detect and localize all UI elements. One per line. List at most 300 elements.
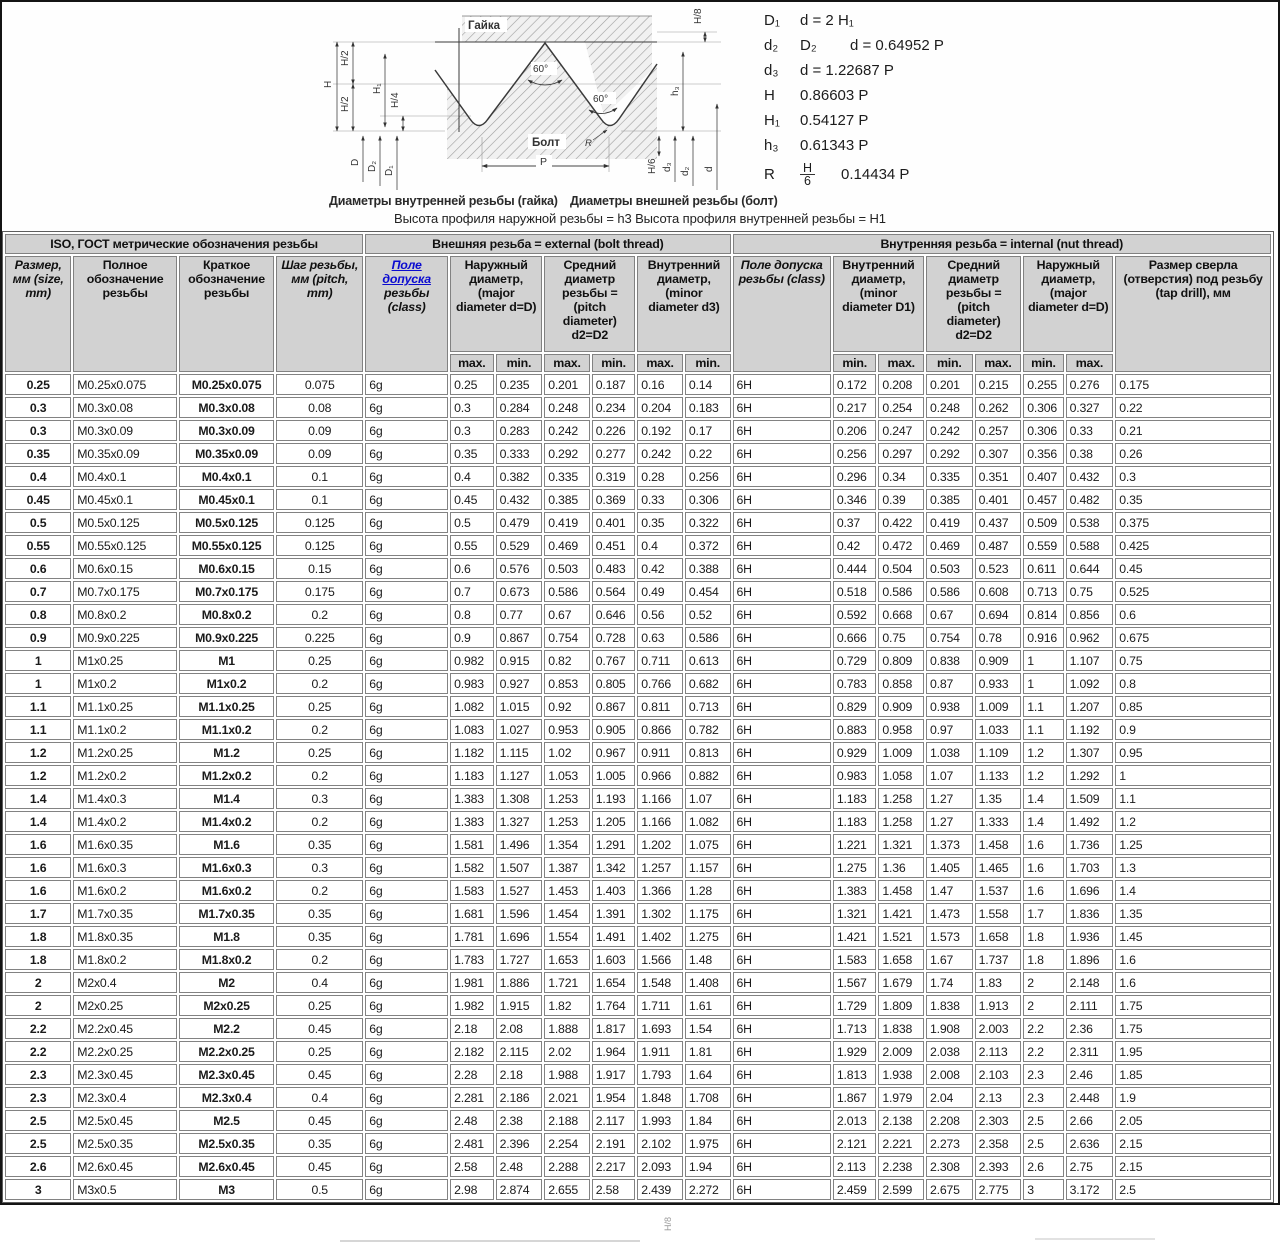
cell-ext-major-max: 2.28 (450, 1064, 494, 1085)
cell-full-designation: M2.5x0.35 (73, 1133, 177, 1154)
cell-int-pitch-max: 0.307 (975, 443, 1022, 464)
cell-ext-major-min: 0.915 (496, 650, 543, 671)
cell-size: 2.3 (5, 1087, 71, 1108)
cell-int-pitch-min: 0.87 (926, 673, 973, 694)
cell-full-designation: M0.3x0.09 (73, 420, 177, 441)
cell-int-pitch-max: 1.465 (975, 857, 1022, 878)
cell-short-designation: M1.1x0.2 (179, 719, 274, 740)
cell-int-major-max: 1.936 (1066, 926, 1114, 947)
cell-ext-class: 6g (365, 1018, 448, 1039)
cell-int-class: 6H (733, 604, 831, 625)
cell-int-class: 6H (733, 489, 831, 510)
cell-ext-major-min: 1.886 (496, 972, 543, 993)
cell-short-designation: M1.7x0.35 (179, 903, 274, 924)
cell-int-pitch-min: 1.27 (926, 811, 973, 832)
cell-int-class: 6H (733, 857, 831, 878)
fraction-H-over-6: $\frac{H}{6}$ (800, 162, 815, 187)
cell-int-class: 6H (733, 926, 831, 947)
dim-D: D (350, 158, 361, 166)
thread-dimensions-table (2, 231, 1274, 1203)
cell-pitch: 0.09 (276, 443, 363, 464)
cell-ext-minor-min: 0.882 (685, 765, 731, 786)
formula-row (764, 133, 1054, 158)
cell-size: 1.6 (5, 880, 71, 901)
table-row (5, 604, 1271, 625)
cell-ext-major-min: 0.382 (496, 466, 543, 487)
cell-ext-major-min: 2.186 (496, 1087, 543, 1108)
cell-int-minor-max: 2.221 (878, 1133, 924, 1154)
cell-full-designation: M0.4x0.1 (73, 466, 177, 487)
cell-pitch: 0.25 (276, 650, 363, 671)
cell-ext-pitch-max: 0.385 (544, 489, 590, 510)
cell-int-major-min: 3 (1023, 1179, 1063, 1200)
cell-int-pitch-max: 1.033 (975, 719, 1022, 740)
cell-tap-drill: 1.3 (1115, 857, 1271, 878)
cell-int-pitch-max: 1.35 (975, 788, 1022, 809)
label-nut: Гайка (468, 20, 500, 32)
formula-row (764, 33, 1054, 58)
cell-size: 1.8 (5, 926, 71, 947)
cell-int-minor-min: 0.37 (833, 512, 877, 533)
cell-int-pitch-max: 1.109 (975, 742, 1022, 763)
cell-ext-major-max: 0.3 (450, 420, 494, 441)
cell-short-designation: M0.3x0.08 (179, 397, 274, 418)
subheader-max-min: max. (975, 354, 1022, 372)
cell-int-pitch-max: 1.458 (975, 834, 1022, 855)
cell-int-minor-max: 2.238 (878, 1156, 924, 1177)
cell-int-pitch-max: 0.78 (975, 627, 1022, 648)
cell-ext-major-max: 1.583 (450, 880, 494, 901)
cell-full-designation: M2.5x0.45 (73, 1110, 177, 1131)
cell-ext-minor-max: 1.302 (637, 903, 683, 924)
table-row (5, 926, 1271, 947)
cell-full-designation: M1.6x0.3 (73, 857, 177, 878)
cell-pitch: 0.2 (276, 765, 363, 786)
cell-int-pitch-max: 0.608 (975, 581, 1022, 602)
thread-profile-diagram (285, 4, 735, 219)
cell-int-pitch-min: 2.008 (926, 1064, 973, 1085)
cell-ext-pitch-max: 0.419 (544, 512, 590, 533)
cell-int-pitch-min: 0.586 (926, 581, 973, 602)
cell-ext-pitch-max: 0.248 (544, 397, 590, 418)
cell-ext-class: 6g (365, 1110, 448, 1131)
cell-int-class: 6H (733, 1179, 831, 1200)
cell-tap-drill: 1.1 (1115, 788, 1271, 809)
cell-int-major-max: 0.644 (1066, 558, 1114, 579)
cell-ext-minor-max: 0.711 (637, 650, 683, 671)
cell-short-designation: M0.7x0.175 (179, 581, 274, 602)
cell-ext-pitch-min: 1.005 (592, 765, 636, 786)
cell-int-minor-max: 1.809 (878, 995, 924, 1016)
cell-int-pitch-max: 1.333 (975, 811, 1022, 832)
cell-ext-class: 6g (365, 1041, 448, 1062)
cell-size: 2.2 (5, 1018, 71, 1039)
cell-int-minor-min: 2.121 (833, 1133, 877, 1154)
cell-int-major-max: 0.327 (1066, 397, 1114, 418)
cell-ext-minor-max: 0.242 (637, 443, 683, 464)
cell-ext-minor-min: 1.075 (685, 834, 731, 855)
angle-60-top: 60° (533, 64, 549, 75)
cell-ext-pitch-min: 0.226 (592, 420, 636, 441)
cell-ext-minor-max: 1.257 (637, 857, 683, 878)
cell-int-pitch-min: 0.938 (926, 696, 973, 717)
dim-h3: h₃ (670, 86, 681, 96)
cell-ext-class: 6g (365, 742, 448, 763)
cell-ext-pitch-max: 0.853 (544, 673, 590, 694)
cell-size: 0.3 (5, 420, 71, 441)
table-row (5, 535, 1271, 556)
cell-ext-pitch-max: 1.253 (544, 788, 590, 809)
table-row (5, 1018, 1271, 1039)
cell-ext-pitch-max: 2.655 (544, 1179, 590, 1200)
cell-size: 1.1 (5, 696, 71, 717)
cell-ext-pitch-min: 2.58 (592, 1179, 636, 1200)
cell-int-pitch-max: 1.558 (975, 903, 1022, 924)
cell-int-minor-min: 2.113 (833, 1156, 877, 1177)
formula-value: 0.14434 P (841, 166, 910, 183)
cell-short-designation: M0.35x0.09 (179, 443, 274, 464)
cell-size: 1.4 (5, 811, 71, 832)
table-row (5, 466, 1271, 487)
cell-ext-minor-min: 0.52 (685, 604, 731, 625)
cell-int-minor-min: 0.592 (833, 604, 877, 625)
cell-ext-minor-max: 1.793 (637, 1064, 683, 1085)
cell-tap-drill: 1.2 (1115, 811, 1271, 832)
cell-int-minor-min: 0.883 (833, 719, 877, 740)
cell-int-class: 6H (733, 466, 831, 487)
cell-size: 0.55 (5, 535, 71, 556)
table-row (5, 719, 1271, 740)
cell-pitch: 0.175 (276, 581, 363, 602)
cell-int-class: 6H (733, 972, 831, 993)
cut-off-formula-fragment (1035, 1238, 1155, 1240)
cell-short-designation: M0.9x0.225 (179, 627, 274, 648)
cell-ext-pitch-max: 0.754 (544, 627, 590, 648)
cell-int-pitch-min: 1.838 (926, 995, 973, 1016)
radius-label: R (585, 138, 592, 149)
cell-ext-pitch-min: 1.342 (592, 857, 636, 878)
cell-int-pitch-max: 0.487 (975, 535, 1022, 556)
cell-full-designation: M1.6x0.2 (73, 880, 177, 901)
cell-ext-class: 6g (365, 558, 448, 579)
cell-int-pitch-max: 2.103 (975, 1064, 1022, 1085)
cell-ext-class: 6g (365, 1179, 448, 1200)
cell-tap-drill: 0.85 (1115, 696, 1271, 717)
cell-ext-major-max: 0.5 (450, 512, 494, 533)
cell-pitch: 0.2 (276, 604, 363, 625)
cell-size: 2.5 (5, 1110, 71, 1131)
cell-ext-minor-min: 1.975 (685, 1133, 731, 1154)
cell-int-major-min: 2.5 (1023, 1133, 1063, 1154)
cell-int-major-max: 1.703 (1066, 857, 1114, 878)
cell-int-pitch-min: 0.97 (926, 719, 973, 740)
cell-tap-drill: 1.4 (1115, 880, 1271, 901)
cell-int-minor-max: 0.254 (878, 397, 924, 418)
cell-int-major-min: 1.1 (1023, 719, 1063, 740)
cell-short-designation: M1.8x0.2 (179, 949, 274, 970)
thread-table-body (5, 374, 1271, 1200)
col-header-ext-pitch-diameter: Средний диаметр резьбы = (pitch diameter) d2=D2 (544, 256, 635, 352)
subheader-max-min: max. (544, 354, 590, 372)
cell-int-class: 6H (733, 1110, 831, 1131)
cell-full-designation: M0.3x0.08 (73, 397, 177, 418)
cell-int-class: 6H (733, 1133, 831, 1154)
cell-full-designation: M1.6x0.35 (73, 834, 177, 855)
cell-short-designation: M1.4 (179, 788, 274, 809)
cell-short-designation: M0.45x0.1 (179, 489, 274, 510)
cell-pitch: 0.09 (276, 420, 363, 441)
cell-int-major-min: 0.559 (1023, 535, 1063, 556)
cell-int-major-max: 1.307 (1066, 742, 1114, 763)
cell-ext-major-max: 1.783 (450, 949, 494, 970)
cell-pitch: 0.25 (276, 1041, 363, 1062)
cell-int-pitch-max: 0.257 (975, 420, 1022, 441)
cell-int-minor-max: 2.599 (878, 1179, 924, 1200)
cell-int-pitch-min: 1.47 (926, 880, 973, 901)
cell-int-major-min: 0.255 (1023, 374, 1063, 395)
cell-ext-pitch-min: 1.654 (592, 972, 636, 993)
cell-int-pitch-min: 0.242 (926, 420, 973, 441)
tolerance-class-link[interactable]: Поле допуска (382, 258, 431, 286)
cell-int-minor-min: 2.459 (833, 1179, 877, 1200)
cell-int-pitch-min: 0.335 (926, 466, 973, 487)
cell-tap-drill: 2.15 (1115, 1133, 1271, 1154)
cell-int-major-max: 0.38 (1066, 443, 1114, 464)
cell-ext-major-min: 1.496 (496, 834, 543, 855)
cell-int-major-max: 2.148 (1066, 972, 1114, 993)
cell-pitch: 0.075 (276, 374, 363, 395)
cut-off-h8-label: H/8 (663, 1216, 673, 1231)
cell-ext-minor-min: 0.388 (685, 558, 731, 579)
cell-int-pitch-min: 1.908 (926, 1018, 973, 1039)
cell-short-designation: M2x0.25 (179, 995, 274, 1016)
formula-value: 0.54127 P (800, 112, 869, 129)
cell-ext-major-min: 1.507 (496, 857, 543, 878)
cell-ext-pitch-min: 1.403 (592, 880, 636, 901)
cell-int-major-max: 0.33 (1066, 420, 1114, 441)
cell-int-class: 6H (733, 558, 831, 579)
cell-ext-pitch-min: 0.646 (592, 604, 636, 625)
cell-ext-pitch-max: 0.92 (544, 696, 590, 717)
formula-symbol: H (764, 87, 775, 104)
section-header-internal: Внутренняя резьба = internal (nut thread) (733, 234, 1272, 254)
cell-size: 0.45 (5, 489, 71, 510)
table-row (5, 972, 1271, 993)
cell-ext-minor-min: 1.84 (685, 1110, 731, 1131)
cell-ext-major-min: 0.283 (496, 420, 543, 441)
cell-full-designation: M0.6x0.15 (73, 558, 177, 579)
cell-ext-major-min: 2.38 (496, 1110, 543, 1131)
cell-int-minor-min: 1.275 (833, 857, 877, 878)
cell-full-designation: M2x0.25 (73, 995, 177, 1016)
cell-ext-minor-max: 0.63 (637, 627, 683, 648)
cell-int-pitch-max: 1.658 (975, 926, 1022, 947)
cell-int-major-min: 0.611 (1023, 558, 1063, 579)
cell-ext-minor-max: 0.4 (637, 535, 683, 556)
cell-ext-minor-min: 0.14 (685, 374, 731, 395)
cell-short-designation: M2.3x0.45 (179, 1064, 274, 1085)
cell-int-class: 6H (733, 374, 831, 395)
cell-int-major-max: 1.509 (1066, 788, 1114, 809)
cell-ext-class: 6g (365, 788, 448, 809)
cell-ext-major-min: 0.529 (496, 535, 543, 556)
cell-ext-major-min: 1.127 (496, 765, 543, 786)
cell-int-class: 6H (733, 535, 831, 556)
cell-int-minor-max: 1.421 (878, 903, 924, 924)
cell-pitch: 0.45 (276, 1018, 363, 1039)
cell-full-designation: M1.2x0.2 (73, 765, 177, 786)
cell-ext-pitch-min: 1.603 (592, 949, 636, 970)
cell-ext-minor-max: 1.166 (637, 788, 683, 809)
cell-ext-major-max: 2.98 (450, 1179, 494, 1200)
dim-H6: H/6 (647, 158, 658, 174)
cell-ext-major-max: 0.9 (450, 627, 494, 648)
cell-ext-pitch-max: 0.469 (544, 535, 590, 556)
cell-full-designation: M2.6x0.45 (73, 1156, 177, 1177)
cell-ext-class: 6g (365, 489, 448, 510)
table-row (5, 512, 1271, 533)
cell-ext-pitch-max: 0.953 (544, 719, 590, 740)
cell-ext-minor-max: 0.866 (637, 719, 683, 740)
cell-ext-major-min: 0.235 (496, 374, 543, 395)
cell-int-class: 6H (733, 696, 831, 717)
cell-size: 1.2 (5, 742, 71, 763)
table-row (5, 1041, 1271, 1062)
cell-int-pitch-min: 0.503 (926, 558, 973, 579)
cell-int-minor-min: 0.829 (833, 696, 877, 717)
cell-ext-major-max: 2.58 (450, 1156, 494, 1177)
formula-row (764, 8, 1054, 33)
cell-pitch: 0.45 (276, 1110, 363, 1131)
cell-int-class: 6H (733, 903, 831, 924)
cell-int-class: 6H (733, 673, 831, 694)
cell-full-designation: M2.3x0.4 (73, 1087, 177, 1108)
cell-int-minor-max: 1.679 (878, 972, 924, 993)
cell-ext-major-max: 0.55 (450, 535, 494, 556)
table-row (5, 903, 1271, 924)
col-header-external-class (365, 256, 448, 372)
cell-ext-minor-min: 0.713 (685, 696, 731, 717)
cell-ext-minor-max: 1.402 (637, 926, 683, 947)
cell-ext-pitch-min: 0.867 (592, 696, 636, 717)
cell-ext-major-min: 0.867 (496, 627, 543, 648)
cell-int-minor-min: 0.256 (833, 443, 877, 464)
cell-size: 0.5 (5, 512, 71, 533)
cell-ext-class: 6g (365, 466, 448, 487)
cell-ext-pitch-max: 0.292 (544, 443, 590, 464)
cell-int-major-min: 1.2 (1023, 765, 1063, 786)
cell-short-designation: M0.6x0.15 (179, 558, 274, 579)
cell-ext-pitch-min: 0.805 (592, 673, 636, 694)
cell-size: 1.7 (5, 903, 71, 924)
table-row (5, 627, 1271, 648)
subheader-max-min: min. (685, 354, 731, 372)
cell-pitch: 0.5 (276, 1179, 363, 1200)
cell-full-designation: M2.3x0.45 (73, 1064, 177, 1085)
table-row (5, 857, 1271, 878)
cell-ext-pitch-min: 0.728 (592, 627, 636, 648)
cell-ext-minor-max: 0.204 (637, 397, 683, 418)
cell-ext-pitch-max: 1.053 (544, 765, 590, 786)
cell-ext-class: 6g (365, 765, 448, 786)
cell-ext-pitch-max: 0.335 (544, 466, 590, 487)
formula-value: d = 2 H₁ (800, 12, 854, 29)
cell-ext-major-min: 0.333 (496, 443, 543, 464)
cell-ext-minor-min: 1.48 (685, 949, 731, 970)
cell-short-designation: M1.2x0.2 (179, 765, 274, 786)
subheader-max-min: min. (926, 354, 973, 372)
cell-ext-pitch-max: 0.201 (544, 374, 590, 395)
cell-tap-drill: 2.5 (1115, 1179, 1271, 1200)
cell-int-minor-min: 0.666 (833, 627, 877, 648)
cell-int-major-max: 2.636 (1066, 1133, 1114, 1154)
table-row (5, 880, 1271, 901)
cell-ext-pitch-min: 0.905 (592, 719, 636, 740)
cell-ext-pitch-min: 2.217 (592, 1156, 636, 1177)
dim-H: H (323, 80, 334, 88)
cell-int-major-min: 0.306 (1023, 397, 1063, 418)
cell-short-designation: M3 (179, 1179, 274, 1200)
cell-ext-major-max: 1.581 (450, 834, 494, 855)
cell-ext-pitch-max: 1.454 (544, 903, 590, 924)
cell-ext-class: 6g (365, 903, 448, 924)
formula-value: 0.86603 P (800, 87, 869, 104)
cell-size: 1.4 (5, 788, 71, 809)
subheader-max-min: max. (450, 354, 494, 372)
dim-D1: D₁ (384, 165, 395, 176)
cell-ext-major-max: 1.383 (450, 811, 494, 832)
cell-size: 0.25 (5, 374, 71, 395)
cell-full-designation: M1.7x0.35 (73, 903, 177, 924)
cell-ext-pitch-min: 0.401 (592, 512, 636, 533)
cell-size: 2 (5, 972, 71, 993)
cell-int-pitch-max: 1.133 (975, 765, 1022, 786)
cell-int-pitch-min: 1.67 (926, 949, 973, 970)
cell-int-pitch-max: 0.401 (975, 489, 1022, 510)
cell-int-major-max: 1.207 (1066, 696, 1114, 717)
cell-short-designation: M1.1x0.25 (179, 696, 274, 717)
cell-pitch: 0.2 (276, 719, 363, 740)
table-row (5, 949, 1271, 970)
cell-int-minor-max: 1.258 (878, 788, 924, 809)
cell-int-major-max: 1.192 (1066, 719, 1114, 740)
cell-full-designation: M0.5x0.125 (73, 512, 177, 533)
col-header-size: Размер, мм (size, mm) (5, 256, 71, 372)
cell-short-designation: M1x0.2 (179, 673, 274, 694)
cell-int-major-max: 0.482 (1066, 489, 1114, 510)
dim-H1: H₁ (372, 83, 383, 94)
cell-int-pitch-min: 1.473 (926, 903, 973, 924)
tolerance-class-rest: резьбы (class) (384, 286, 430, 314)
col-header-tap-drill: Размер сверла (отверстия) под резьбу (tap drill), мм (1115, 256, 1271, 372)
cell-ext-major-max: 1.183 (450, 765, 494, 786)
cell-ext-class: 6g (365, 535, 448, 556)
cell-ext-pitch-min: 0.319 (592, 466, 636, 487)
cell-ext-pitch-min: 1.817 (592, 1018, 636, 1039)
caption-internal-diameters: Диаметры внутренней резьбы (гайка) (329, 194, 558, 208)
angle-60-side: 60° (593, 94, 609, 105)
cell-ext-minor-max: 1.993 (637, 1110, 683, 1131)
cell-size: 3 (5, 1179, 71, 1200)
cell-int-minor-max: 1.838 (878, 1018, 924, 1039)
cell-tap-drill: 1.75 (1115, 995, 1271, 1016)
cell-ext-class: 6g (365, 1133, 448, 1154)
cell-int-major-min: 2 (1023, 995, 1063, 1016)
page-bottom-strip (0, 1216, 1280, 1243)
cell-full-designation: M0.35x0.09 (73, 443, 177, 464)
cell-int-major-min: 0.407 (1023, 466, 1063, 487)
cell-int-class: 6H (733, 949, 831, 970)
